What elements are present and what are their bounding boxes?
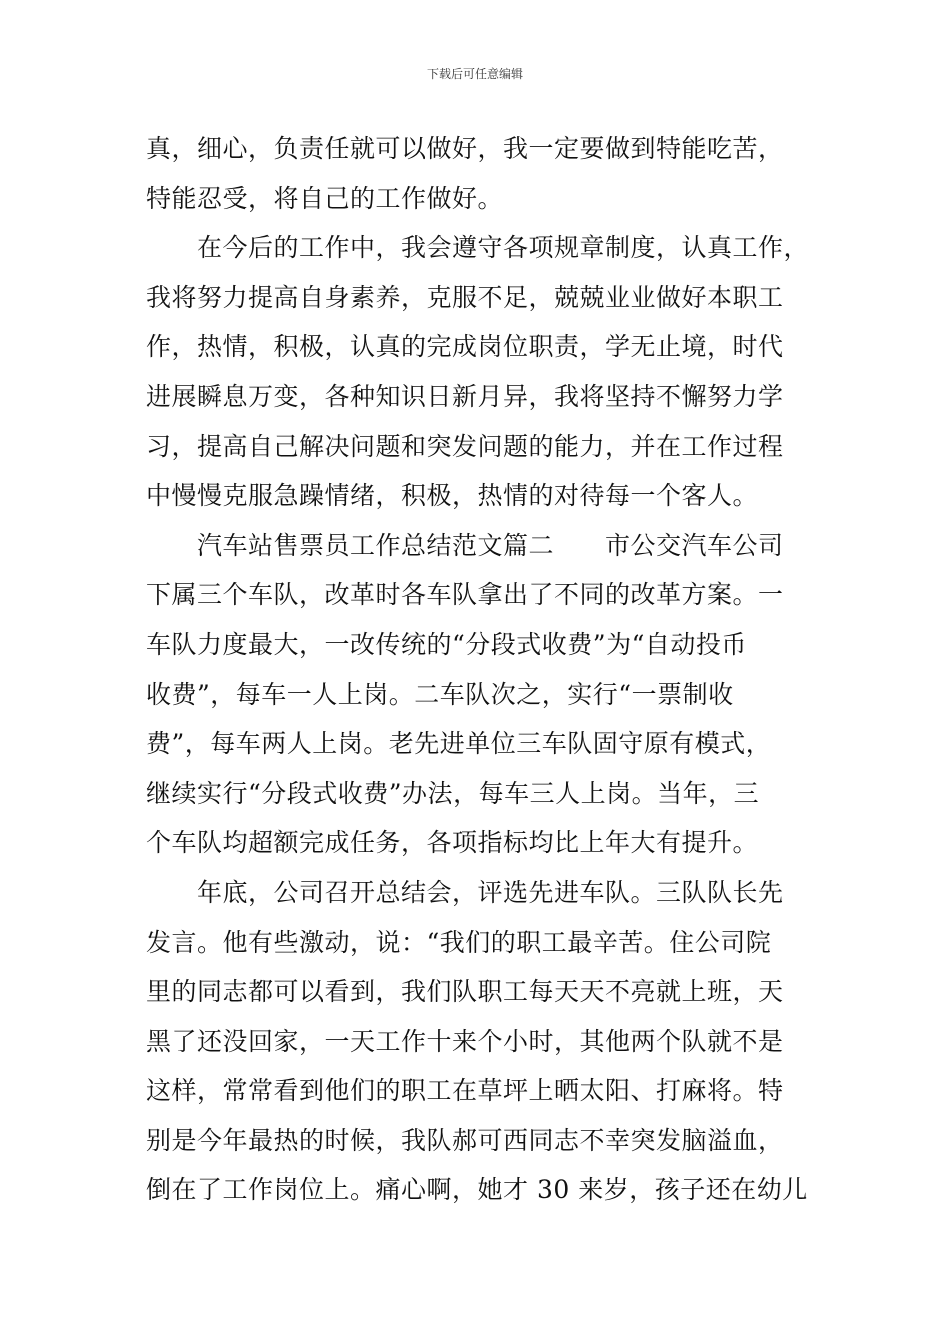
- text-line: 下属三个车队，改革时各车队拿出了不同的改革方案。一: [146, 580, 784, 610]
- text-line: 在今后的工作中，我会遵守各项规章制度，认真工作，: [146, 233, 810, 263]
- text-line: 里的同志都可以看到，我们队职工每天天不亮就上班，天: [146, 977, 784, 1007]
- document-body: [146, 124, 826, 1215]
- text-line: 年底，公司召开总结会，评选先进车队。三队队长先: [146, 877, 784, 907]
- text-line: 车队力度最大，一改传统的“分段式收费”为“自动投币: [146, 629, 747, 659]
- text-line: 收费”，每车一人上岗。二车队次之，实行“一票制收: [146, 679, 734, 709]
- text-line: 别是今年最热的时候，我队郝可西同志不幸突发脑溢血，: [146, 1125, 784, 1155]
- text-line: 发言。他有些激动，说：“我们的职工最辛苦。住公司院: [146, 927, 772, 957]
- text-line: 进展瞬息万变，各种知识日新月异，我将坚持不懈努力学: [146, 381, 784, 411]
- text-line: 中慢慢克服急躁情绪，积极，热情的对待每一个客人。: [146, 481, 759, 511]
- page-header: 下载后可任意编辑: [426, 67, 523, 81]
- text-line: 费”，每车两人上岗。老先进单位三车队固守原有模式，: [146, 729, 772, 759]
- text-line: 这样，常常看到他们的职工在草坪上晒太阳、打麻将。特: [146, 1076, 784, 1106]
- text-line: 个车队均超额完成任务，各项指标均比上年大有提升。: [146, 828, 759, 858]
- text-line: 倒在了工作岗位上。痛心啊，她才 30 来岁，孩子还在幼儿: [146, 1175, 808, 1205]
- text-line: 黑了还没回家，一天工作十来个小时，其他两个队就不是: [146, 1026, 784, 1056]
- text-line: 习，提高自己解决问题和突发问题的能力，并在工作过程: [146, 431, 784, 461]
- text-line: 特能忍受，将自己的工作做好。: [146, 183, 504, 213]
- text-line: 汽车站售票员工作总结范文篇二 市公交汽车公司: [146, 530, 784, 560]
- text-line: 作，热情，积极，认真的完成岗位职责，学无止境，时代: [146, 332, 784, 362]
- text-line: 继续实行“分段式收费”办法，每车三人上岗。当年，三: [146, 778, 760, 808]
- text-line: 我将努力提高自身素养，克服不足，兢兢业业做好本职工: [146, 282, 784, 312]
- text-line: 真，细心，负责任就可以做好，我一定要做到特能吃苦，: [146, 134, 784, 163]
